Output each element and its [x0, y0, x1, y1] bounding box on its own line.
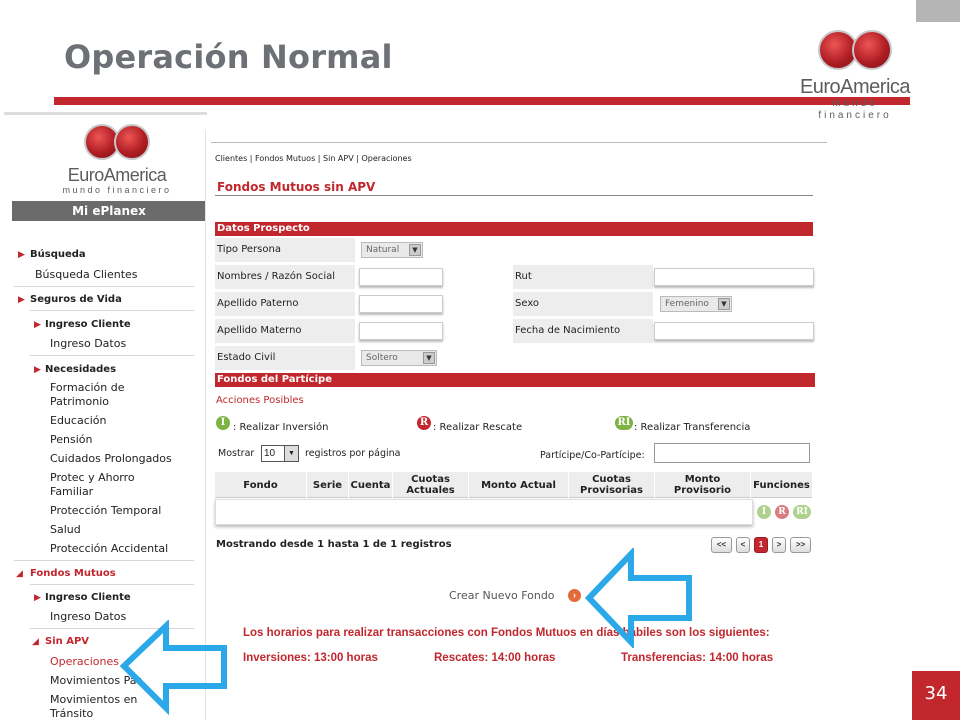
sidebar-item-movimientos[interactable]: Movimientos Par [50, 674, 141, 687]
caret-down-icon: ◢ [16, 568, 23, 578]
sidebar-logo[interactable] [62, 122, 172, 194]
title-divider [215, 195, 813, 196]
page-size-value: 10 [264, 448, 276, 459]
brand-logo [796, 28, 914, 121]
caret-down-icon: ◢ [32, 636, 39, 646]
tipo-persona-value: Natural [366, 245, 400, 255]
globes-icon [62, 122, 172, 166]
rescate-function-icon[interactable]: R [775, 505, 789, 519]
hours-transferencias: Transferencias: 14:00 horas [621, 652, 774, 664]
sidebar-item-necesidades[interactable]: Necesidades [45, 364, 117, 375]
column-header[interactable]: Serie [307, 472, 349, 498]
fecha-nacimiento-label: Fecha de Nacimiento [513, 319, 653, 343]
estado-civil-label: Estado Civil [215, 346, 355, 370]
sidebar-item-busqueda[interactable]: Búsqueda [30, 249, 86, 260]
sidebar-item-educacion[interactable]: Educación [50, 414, 107, 427]
divider [30, 584, 194, 585]
apellido-materno-input[interactable] [359, 322, 443, 340]
sidebar-item-movimientos-transito-2[interactable]: Tránsito [50, 707, 94, 720]
tipo-persona-select[interactable] [361, 242, 423, 258]
estado-civil-value: Soltero [366, 353, 398, 363]
sidebar-header: Mi ePlanex [12, 201, 206, 221]
sexo-label: Sexo [513, 292, 653, 316]
sidebar-item-cuidados[interactable]: Cuidados Prolongados [50, 452, 172, 465]
apellido-materno-label: Apellido Materno [215, 319, 355, 343]
sexo-value: Femenino [665, 299, 709, 309]
pager-first-button[interactable]: << [711, 537, 732, 553]
chevron-down-icon: ▼ [718, 298, 730, 310]
column-header[interactable]: Cuenta [349, 472, 393, 498]
divider [14, 286, 194, 287]
apellido-paterno-input[interactable] [359, 295, 443, 313]
sidebar-item-proteccion-accidental[interactable]: Protección Accidental [50, 542, 169, 555]
page-title: Fondos Mutuos sin APV [217, 180, 376, 194]
pager-prev-button[interactable]: < [736, 537, 750, 553]
sidebar-item-ingreso-datos-fm[interactable]: Ingreso Datos [50, 610, 127, 623]
breadcrumb-divider [211, 142, 827, 143]
header-divider [54, 97, 780, 105]
caret-right-icon: ▶ [18, 249, 25, 259]
sidebar-item-formacion[interactable]: Formación de [50, 381, 125, 394]
sidebar-item-proteccion-temporal[interactable]: Protección Temporal [50, 504, 162, 517]
chevron-down-icon: ▼ [409, 244, 421, 256]
pager-page-button[interactable]: 1 [754, 537, 768, 553]
nombres-input[interactable] [359, 268, 443, 286]
sidebar-item-ingreso-datos[interactable]: Ingreso Datos [50, 337, 127, 350]
section-header-fondos-participe: Fondos del Partícipe [215, 373, 815, 387]
sidebar-brand-name: EuroAmerica [67, 165, 167, 185]
hours-notice: Los horarios para realizar transacciones con Fondos Mutuos en días hábiles son los siguientes: [243, 627, 770, 639]
estado-civil-select[interactable] [361, 350, 437, 366]
section-header-datos-prospecto: Datos Prospecto [215, 222, 813, 236]
brand-name: EuroAmerica [799, 76, 911, 98]
sidebar-item-protec-ahorro[interactable]: Protec y Ahorro [50, 471, 135, 484]
action-rescate-label: : Realizar Rescate [433, 422, 523, 433]
sidebar-item-movimientos-transito[interactable]: Movimientos en [50, 693, 138, 706]
sidebar-item-protec-ahorro-2[interactable]: Familiar [50, 485, 94, 498]
sidebar-item-fondos-mutuos[interactable]: Fondos Mutuos [30, 568, 116, 579]
pager-next-button[interactable]: > [772, 537, 786, 553]
corner-block [916, 0, 960, 22]
sidebar-item-ingreso-cliente[interactable]: Ingreso Cliente [45, 319, 131, 330]
caret-right-icon: ▶ [34, 364, 41, 374]
crear-nuevo-fondo-link[interactable]: Crear Nuevo Fondo [449, 589, 555, 602]
rut-label: Rut [513, 265, 653, 289]
rut-input[interactable] [654, 268, 814, 286]
action-inversion-label: : Realizar Inversión [233, 422, 329, 433]
inversion-badge-icon: I [216, 416, 230, 430]
sidebar-brand-tagline: mundo financiero [62, 185, 172, 195]
sidebar-item-busqueda-clientes[interactable]: Búsqueda Clientes [35, 268, 138, 281]
page-size-select[interactable] [261, 445, 299, 462]
sidebar-item-salud[interactable]: Salud [50, 523, 81, 536]
caret-right-icon: ▶ [18, 294, 25, 304]
sidebar-top-line [4, 112, 207, 115]
chevron-down-icon: ▼ [284, 446, 298, 461]
hours-inversiones: Inversiones: 13:00 horas [243, 652, 378, 664]
breadcrumb[interactable]: Clientes | Fondos Mutuos | Sin APV | Operaciones [215, 154, 412, 163]
divider [14, 560, 194, 561]
column-header[interactable]: Fondo [215, 472, 307, 498]
inversion-function-icon[interactable]: I [757, 505, 771, 519]
globes-icon [796, 28, 914, 76]
registros-label: registros por página [305, 448, 401, 459]
divider [30, 310, 194, 311]
sidebar-item-ingreso-cliente-fm[interactable]: Ingreso Cliente [45, 592, 131, 603]
records-status: Mostrando desde 1 hasta 1 de 1 registros [216, 539, 452, 550]
table-header [215, 472, 813, 498]
chevron-down-icon: ▼ [423, 352, 435, 364]
participe-label: Partícipe/Co-Partícipe: [540, 450, 645, 461]
action-transferencia-label: : Realizar Transferencia [634, 422, 751, 433]
caret-right-icon: ▶ [34, 319, 41, 329]
hours-rescates: Rescates: 14:00 horas [434, 652, 556, 664]
apellido-paterno-label: Apellido Paterno [215, 292, 355, 316]
acciones-label: Acciones Posibles [216, 395, 304, 406]
globe-right-icon [114, 124, 150, 160]
table-row[interactable] [215, 499, 753, 525]
participe-input[interactable] [654, 443, 810, 463]
chevron-right-icon[interactable]: › [568, 589, 581, 602]
column-header: Funciones [751, 472, 813, 498]
rescate-badge-icon: R [417, 416, 431, 430]
page-number: 34 [912, 671, 960, 720]
nombres-label: Nombres / Razón Social [215, 265, 355, 289]
caret-right-icon: ▶ [34, 592, 41, 602]
sidebar-item-operaciones[interactable]: Operaciones [50, 655, 119, 668]
mostrar-label: Mostrar [218, 448, 255, 459]
slide-title: Operación Normal [64, 38, 393, 76]
column-header[interactable]: Monto Actual [469, 472, 569, 498]
pager-last-button[interactable]: >> [790, 537, 811, 553]
globe-right-icon [852, 30, 892, 70]
column-header[interactable]: Cuotas Provisorias [569, 472, 655, 498]
tipo-persona-label: Tipo Persona [215, 238, 355, 262]
callout-arrow-icon [585, 548, 695, 648]
transferencia-badge-icon: RI [615, 416, 633, 430]
sidebar-item-seguros-vida[interactable]: Seguros de Vida [30, 294, 122, 305]
sidebar-item-pension[interactable]: Pensión [50, 433, 93, 446]
brand-tagline: mundo financiero [818, 98, 892, 121]
column-header[interactable]: Monto Provisorio [655, 472, 751, 498]
sexo-select[interactable] [660, 296, 732, 312]
transferencia-function-icon[interactable]: RI [793, 505, 811, 519]
callout-arrow-icon [118, 620, 230, 716]
sidebar-item-sin-apv[interactable]: Sin APV [45, 636, 90, 647]
column-header[interactable]: Cuotas Actuales [393, 472, 469, 498]
divider [30, 355, 194, 356]
fecha-nacimiento-input[interactable] [654, 322, 814, 340]
sidebar-item-formacion-2[interactable]: Patrimonio [50, 395, 109, 408]
